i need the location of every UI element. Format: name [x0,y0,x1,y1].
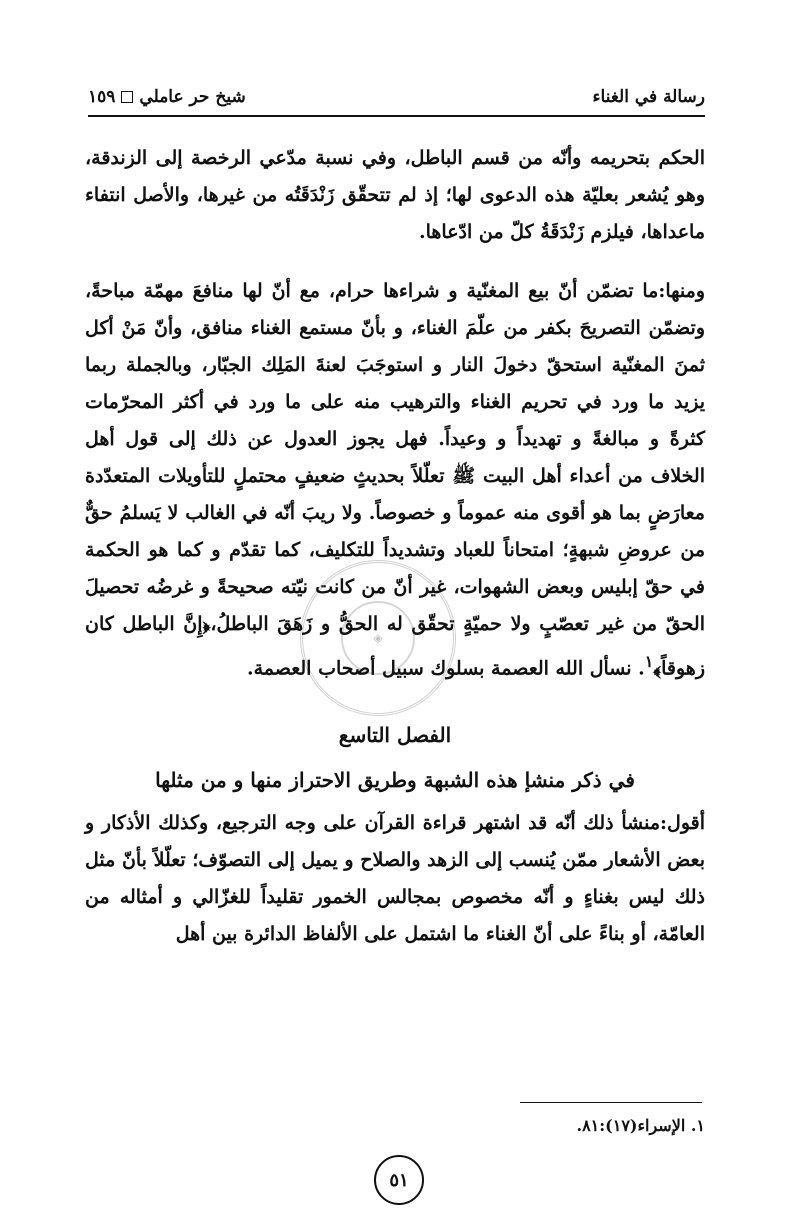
running-header [88,82,705,112]
quran-verse: ﴿إِنَّ الباطل كان زهوقاً﴾ [85,613,705,680]
paragraph-2-main: ما تضمّن أنّ بيع المغنّية و شراءها حرام، مع أنّ لها منافعَ مهمّة مباحةً، وتضمّن التصريحَ بكفر من علّمَ الغناء، و بأنّ مستمع الغناء منافق، وأنّ مَنْ أكل ثمنَ المغنّية استحقّ دخولَ النار و استوجَبَ لعنةَ المَلِك الجبّار، وبالجملة ربما يزيد ما ورد في تحريم الغناء والترهيب منه على ما ورد في أكثر المحرّمات كثرةً و مبالغةً و تهديداً و وعيداً. فهل يجوز العدول عن ذلك إلى قول أهل الخلاف من أعداء أهل البيت ﷺ تعلّلاً بحديثٍ ضعيفٍ محتملٍ للتأويلات المتعدّدة معارَضٍ بما هو أقوى منه عموماً و خصوصاً. ولا ريبَ أنّه في الغالب لا يَسلمُ حقٌّ من عروضِ شبهةٍ؛ امتحاناً للعباد وتشديداً للتكليف، كما تقدّم و كما هو الحكمة في حقّ إبليس وبعض الشهوات، غير أنّ من كانت نيّته صحيحةً و غرضُه تحصيلَ الحقّ من غير تعصّبٍ ولا حميّةٍ تحقّق له الحقُّ و زَهَقَ الباطلُ، [85,280,705,635]
paragraph-2-tail: . نسأل الله العصمة بسلوك سبيل أصحاب العصمة. [246,657,645,680]
book-title: رسالة في الغناء [592,87,705,107]
original-page-number: ١٥٩ [88,87,116,107]
seal-center: ◈ [341,601,415,675]
paragraph-2-lead: ومنها: [658,280,705,302]
page-number: ٥١ [374,1155,424,1205]
header-divider [88,115,705,117]
header-author-page [88,87,246,107]
chapter-subtitle: في ذكر منشإ هذه الشبهة وطريق الاحتراز منها و من مثلها [155,768,635,793]
paragraph-2 [85,273,705,687]
paragraph-1: الحكم بتحريمه وأنّه من قسم الباطل، وفي نسبة مدّعي الرخصة إلى الزندقة، وهو يُشعر بعليّة هذه الدعوى لها؛ إذ لم تتحقّق زَنْدَقَتُه من غيرها، والأصل انتفاء ماعداها، فيلزم زَنْدَقَةُ كلّ من ادّعاها. [85,147,705,243]
paragraph-3-lead: أقول: [660,812,705,835]
footnote-reference[interactable]: ١ [644,652,654,671]
author-name: شيخ حر عاملي [139,87,246,107]
square-separator-icon [121,91,133,103]
paragraph-3 [85,805,705,953]
main-text [85,140,705,967]
chapter-title: الفصل التاسع [338,723,452,748]
paragraph-3-text: منشأ ذلك أنّه قد اشتهر قراءة القرآن على وجه الترجيع، وكذلك الأذكار و بعض الأشعار ممّن يُنسب إلى الزهد والصلاح و يميل إلى التصوّف؛ تعلّلاً بأنّ مثل ذلك ليس بغناءٍ و أنّه مخصوص بمجالس الخمور تقليداً للغزّالي و أمثاله من العامّة، أو بناءً على أنّ الغناء ما اشتمل على الألفاظ الدائرة بين أهل [85,812,705,946]
footnote: ١. الإسراء(١٧):٨١. [576,1116,705,1135]
footnote-divider [520,1102,702,1103]
